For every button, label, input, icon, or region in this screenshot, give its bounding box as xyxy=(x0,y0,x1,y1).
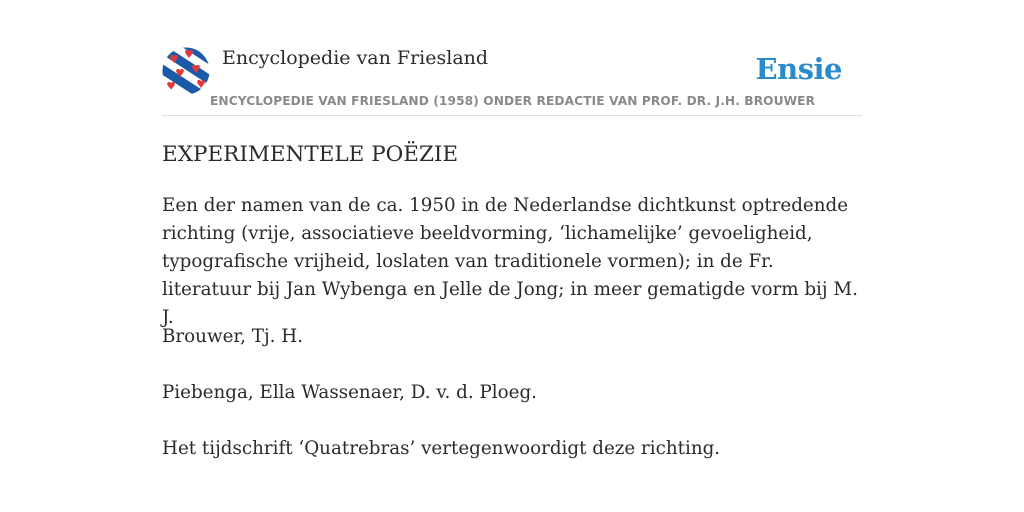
frisian-flag-graphic xyxy=(162,47,210,95)
encyclopedia-subtitle: ENCYCLOPEDIE VAN FRIESLAND (1958) ONDER REDACTIE VAN PROF. DR. J.H. BROUWER xyxy=(210,94,816,108)
article-title: EXPERIMENTELE POËZIE xyxy=(162,142,459,167)
article-paragraph: Brouwer, Tj. H. xyxy=(162,326,304,347)
article-paragraph: Het tijdschrift ‘Quatrebras’ vertegenwoordigt deze richting. xyxy=(162,438,721,459)
article-paragraph: Piebenga, Ella Wassenaer, D. v. d. Ploeg. xyxy=(162,382,537,403)
brand-logo-text[interactable]: Ensie xyxy=(755,52,842,86)
header-divider xyxy=(162,115,862,116)
frisian-flag-icon[interactable] xyxy=(162,47,210,95)
article-paragraph: Een der namen van de ca. 1950 in de Nederlandse dichtkunst optredende richting (vrije, associatieve beeldvorming, ‘lichamelijke’ gevoeligheid, typografische vrijheid, loslaten van traditionele vormen); in de Fr. literatuur bij Jan Wybenga en Jelle de Jong; in meer gematigde vorm bij M. J. xyxy=(162,195,858,328)
site-title[interactable]: Encyclopedie van Friesland xyxy=(222,47,489,69)
